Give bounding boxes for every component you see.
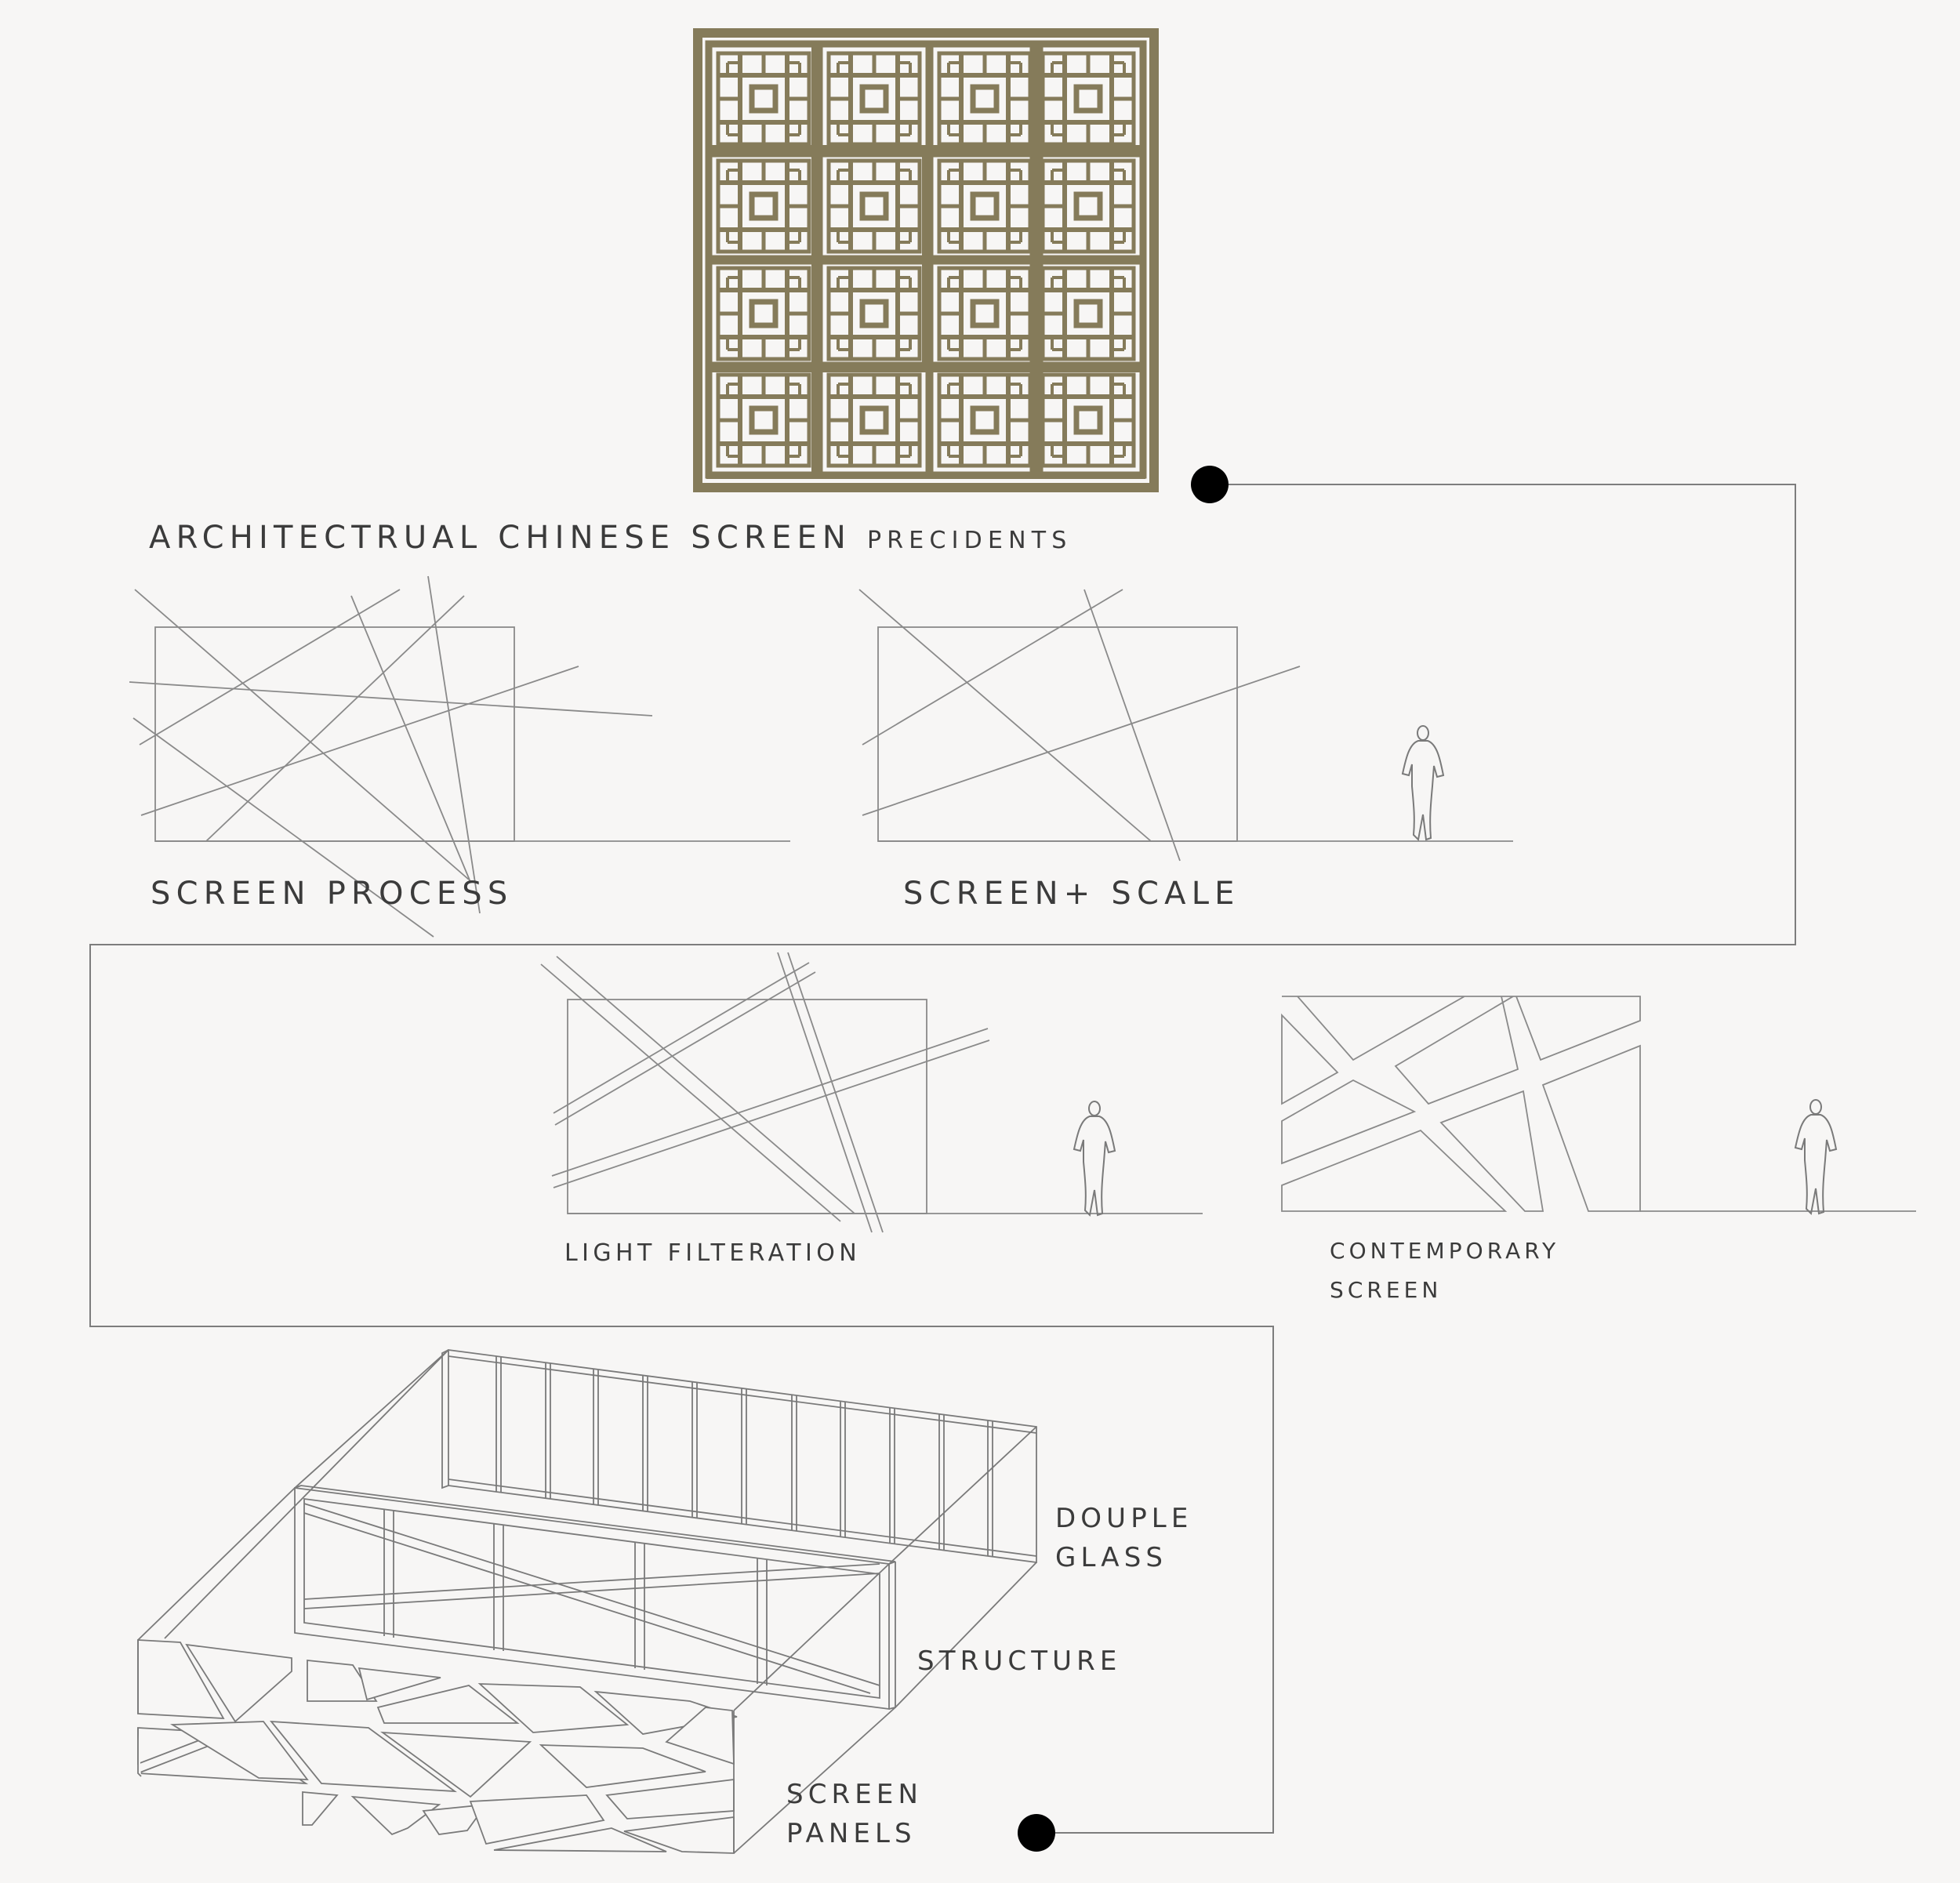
screen-panels-label-line2: PANELS xyxy=(786,1818,916,1849)
light-filtration-sketch xyxy=(541,952,1203,1232)
human-figure-1 xyxy=(1403,726,1443,840)
screen-panels-label-line1: SCREEN xyxy=(786,1779,924,1810)
screen-process-label: SCREEN PROCESS xyxy=(151,876,514,912)
screen-panels-layer xyxy=(138,1488,895,1853)
chinese-lattice-screen xyxy=(698,33,1154,488)
section-title xyxy=(149,520,1073,556)
screen-scale-label: SCREEN+ SCALE xyxy=(903,876,1240,912)
contemporary-screen-label-line1: CONTEMPORARY xyxy=(1330,1238,1560,1264)
double-glass-layer xyxy=(442,1350,1036,1562)
section-title-main: ARCHITECTRUAL CHINESE SCREEN xyxy=(149,520,852,556)
connector-dot-bottom xyxy=(1018,1814,1055,1852)
light-filtration-label: LIGHT FILTERATION xyxy=(564,1239,862,1267)
double-glass-label-line2: GLASS xyxy=(1055,1542,1168,1573)
screen-scale-sketch xyxy=(859,590,1513,861)
human-figure-3 xyxy=(1795,1100,1836,1214)
section-title-suffix: PRECIDENTS xyxy=(866,527,1073,554)
structure-label: STRUCTURE xyxy=(917,1645,1122,1677)
human-figure-2 xyxy=(1074,1101,1115,1215)
structure-layer xyxy=(165,1350,1036,1709)
connector-dot-top xyxy=(1191,466,1229,503)
contemporary-screen-label-line2: SCREEN xyxy=(1330,1277,1443,1303)
double-glass-label-line1: DOUPLE xyxy=(1055,1503,1193,1534)
connector-lines xyxy=(90,484,1795,1833)
